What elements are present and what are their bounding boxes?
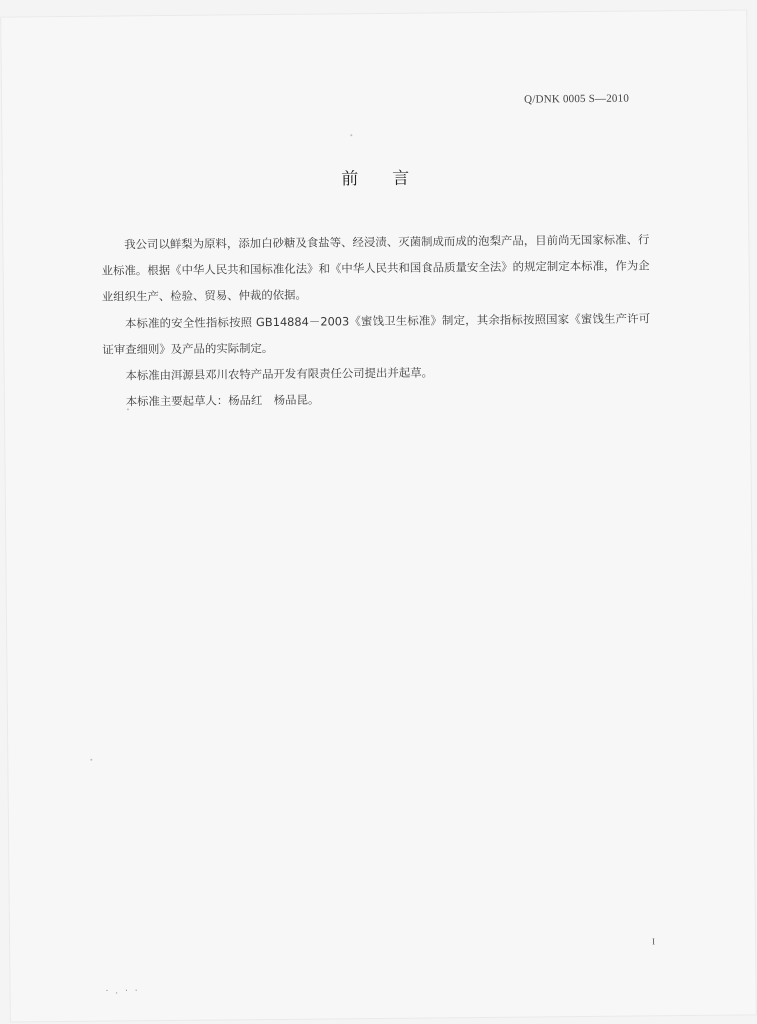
paragraph-2: 本标准的安全性指标按照 GB14884－2003《蜜饯卫生标准》制定，其余指标按照国家《蜜饯生产许可证审查细则》及产品的实际制定。 (102, 310, 651, 357)
scan-dust (90, 759, 92, 761)
scan-dust (350, 134, 352, 136)
page-heading: 前言 (341, 168, 444, 190)
page-number: I (652, 936, 656, 947)
paragraph-3: 本标准由洱源县邓川农特产品开发有限责任公司提出并起草。 (125, 365, 434, 383)
scan-specks: · . · · (105, 986, 140, 997)
foreword-body (101, 226, 651, 415)
document-code: Q/DNK 0005 S—2010 (524, 92, 630, 106)
document-page (1, 10, 756, 1021)
scan-dust (127, 408, 129, 410)
paragraph-1: 我公司以鲜梨为原料，添加白砂糖及食盐等、经浸渍、灭菌制成而成的泡梨产品，目前尚无国家标准、行业标准。根据《中华人民共和国标准化法》和《中华人民共和国食品质量安全法》的规定制定本标准，作为企业组织生产、检验、贸易、仲裁的依据。 (101, 232, 650, 305)
paragraph-4: 本标准主要起草人：杨品红 杨品昆。 (125, 392, 320, 409)
